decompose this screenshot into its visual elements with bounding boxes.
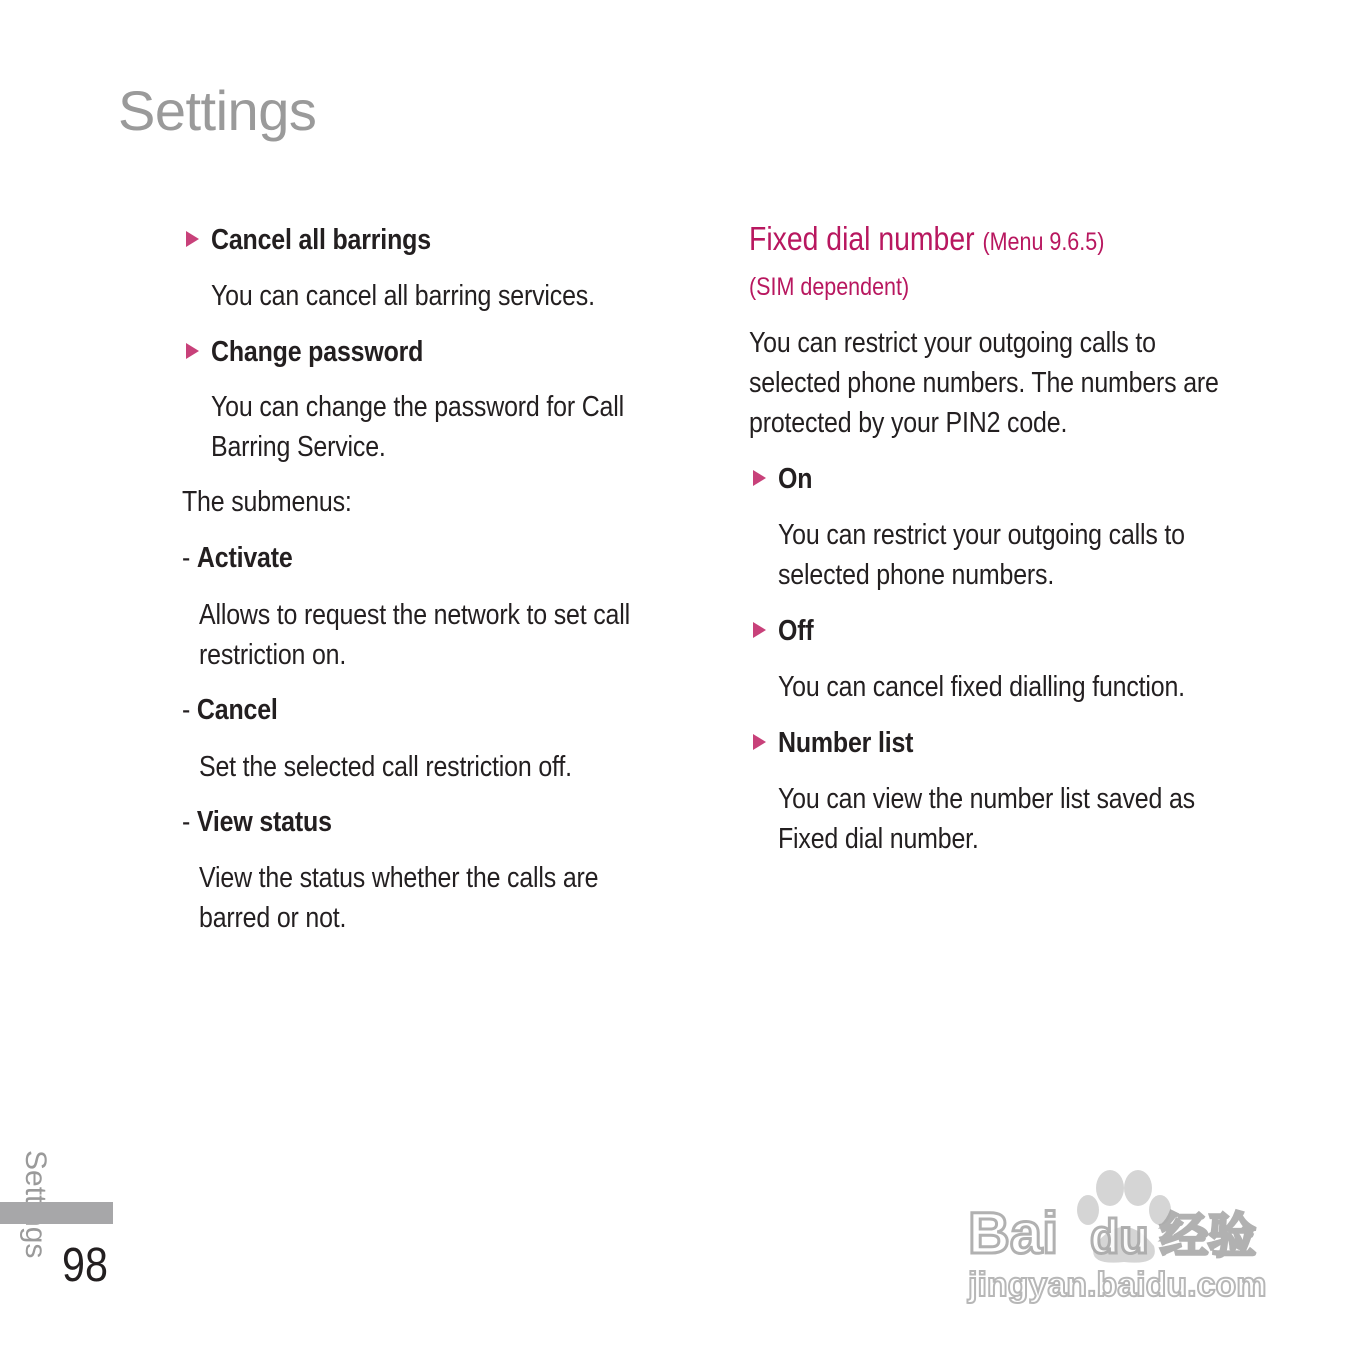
- baidu-jingyan-watermark-logo: [960, 1158, 1280, 1308]
- section-menu-number: (Menu 9.6.5): [982, 228, 1105, 256]
- on-body-line1: You can restrict your outgoing calls to: [778, 519, 1185, 551]
- watermark-chinese-text: 经验: [1160, 1208, 1257, 1264]
- intro-line2: selected phone numbers. The numbers are: [749, 367, 1219, 399]
- watermark-brand-text: Bai: [968, 1201, 1059, 1266]
- view-status-heading-row: [182, 802, 332, 842]
- cancel-heading: Cancel: [196, 694, 278, 726]
- page-number: 98: [62, 1239, 108, 1292]
- cancel-body: Set the selected call restriction off.: [199, 751, 572, 783]
- off-body: You can cancel fixed dialling function.: [778, 671, 1185, 703]
- cancel-all-barrings-heading: Cancel all barrings: [211, 224, 431, 256]
- on-body-line2: selected phone numbers.: [778, 559, 1055, 591]
- page-title: Settings: [118, 79, 317, 142]
- watermark-url-text: jingyan.baidu.com: [968, 1266, 1267, 1304]
- off-heading: Off: [778, 615, 814, 647]
- activate-heading: Activate: [196, 542, 293, 574]
- number-list-body-line1: You can view the number list saved as: [778, 783, 1195, 815]
- cancel-heading-row: [182, 690, 278, 730]
- dash: -: [182, 806, 197, 838]
- cancel-all-barrings-body: You can cancel all barring services.: [211, 280, 595, 312]
- triangle-bullet-icon: [186, 231, 199, 247]
- section-title-text: Fixed dial number: [749, 220, 975, 257]
- change-password-heading: Change password: [211, 336, 424, 368]
- section-title: [749, 220, 1104, 258]
- section-subtitle: (SIM dependent): [749, 273, 910, 301]
- submenus-intro: The submenus:: [182, 486, 352, 518]
- activate-body-line2: restriction on.: [199, 639, 347, 671]
- intro-line3: protected by your PIN2 code.: [749, 407, 1068, 439]
- view-status-body-line2: barred or not.: [199, 902, 347, 934]
- page-tab-bar: [0, 1202, 113, 1224]
- on-heading: On: [778, 463, 813, 495]
- change-password-body-line1: You can change the password for Call: [211, 391, 624, 423]
- watermark-brand-text-2: du: [1090, 1211, 1149, 1264]
- number-list-body-line2: Fixed dial number.: [778, 823, 979, 855]
- activate-body-line1: Allows to request the network to set call: [199, 599, 630, 631]
- triangle-bullet-icon: [753, 622, 766, 638]
- triangle-bullet-icon: [186, 343, 199, 359]
- activate-heading-row: [182, 538, 293, 578]
- triangle-bullet-icon: [753, 470, 766, 486]
- change-password-body-line2: Barring Service.: [211, 431, 386, 463]
- intro-line1: You can restrict your outgoing calls to: [749, 327, 1156, 359]
- view-status-body-line1: View the status whether the calls are: [199, 862, 599, 894]
- dash: -: [182, 694, 197, 726]
- number-list-heading: Number list: [778, 727, 914, 759]
- triangle-bullet-icon: [753, 734, 766, 750]
- dash: -: [182, 542, 197, 574]
- view-status-heading: View status: [196, 806, 332, 838]
